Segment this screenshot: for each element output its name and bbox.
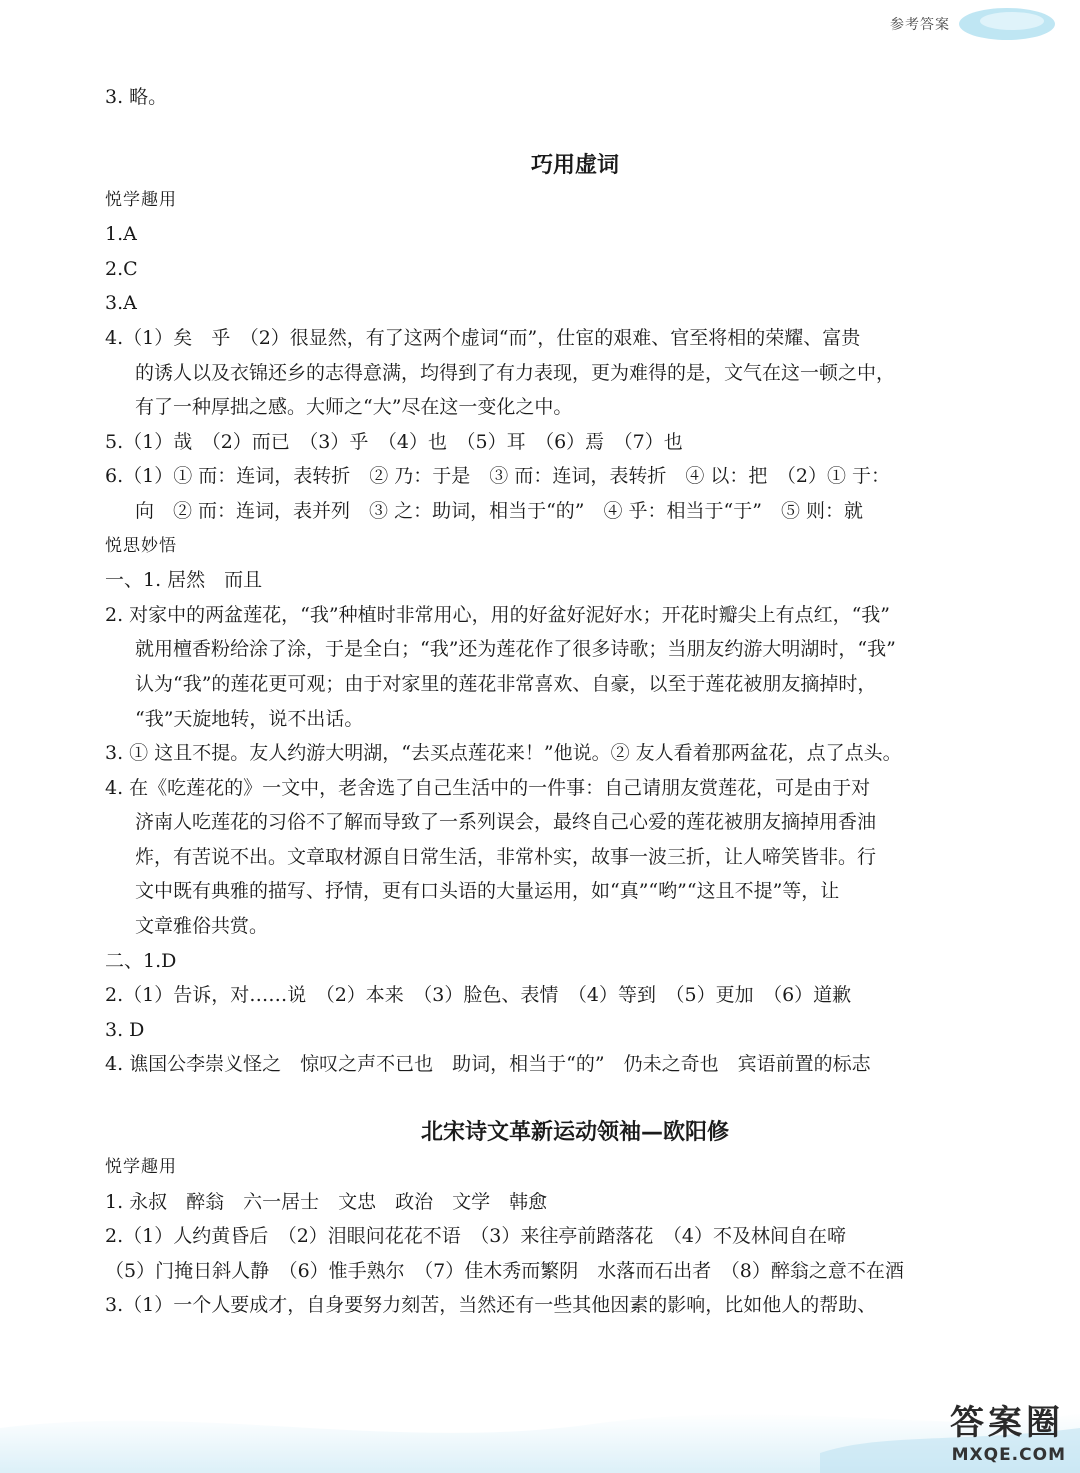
answer-line: 5.（1）哉 （2）而已 （3）乎 （4）也 （5）耳 （6）焉 （7）也	[105, 430, 683, 453]
answer-line: 3. 略。	[105, 86, 168, 108]
answer-line: 认为“我”的莲花更可观；由于对家里的莲花非常喜欢、自豪，以至于莲花被朋友摘掉时，	[135, 672, 877, 695]
answer-line: 济南人吃莲花的习俗不了解而导致了一系列误会，最终自己心爱的莲花被朋友摘掉用香油	[135, 811, 877, 834]
answer-line: 有了一种厚拙之感。大师之“大”尽在这一变化之中。	[135, 396, 573, 419]
answer-line: （5）门掩日斜人静 （6）惟手熟尔 （7）佳木秀而繁阴 水落而石出者 （8）醉翁之意不在酒	[105, 1259, 904, 1282]
header-decoration	[952, 4, 1062, 44]
answer-line: 3.A	[105, 292, 137, 315]
section-title: 北宋诗文革新运动领袖—欧阳修	[420, 1120, 729, 1146]
answer-line: 3.（1）一个人要成才，自身要努力刻苦，当然还有一些其他因素的影响，比如他人的帮助、	[105, 1294, 877, 1317]
answer-line: 就用檀香粉给涂了涂，于是全白；“我”还为莲花作了很多诗歌；当朋友约游大明湖时，“我”	[135, 638, 896, 661]
answer-line: 文章雅俗共赏。	[135, 915, 269, 938]
answer-line: 2.（1）人约黄昏后 （2）泪眼问花花不语 （3）来往亭前踏落花 （4）不及林间自在啼	[105, 1225, 846, 1248]
answer-line: 2. 对家中的两盆莲花，“我”种植时非常用心，用的好盆好泥好水；开花时瓣尖上有点红，“我”	[105, 603, 891, 626]
answer-line: 1. 永叔 醉翁 六一居士 文忠 政治 文学 韩愈	[105, 1190, 548, 1213]
answer-line: 3. D	[105, 1018, 145, 1041]
answer-line: 4. 在《吃莲花的》一文中，老舍选了自己生活中的一件事：自己请朋友赏莲花，可是由于对	[105, 776, 871, 799]
watermark-url: MXQE.COM	[951, 1445, 1066, 1465]
header-tag: 参考答案	[890, 17, 950, 33]
answer-line: 向 ② 而：连词，表并列 ③ 之：助词，相当于“的” ④ 乎：相当于“于” ⑤ 则：就	[135, 499, 864, 522]
answer-line: 3. ① 这且不提。友人约游大明湖，“去买点莲花来！”他说。② 友人看着那两盆花，点了点头。	[105, 742, 902, 765]
answer-line: 炸，有苦说不出。文章取材源自日常生活，非常朴实，故事一波三折，让人啼笑皆非。行	[135, 845, 877, 868]
answer-line: 二、1.D	[105, 949, 177, 972]
answer-line: 文中既有典雅的描写、抒情，更有口头语的大量运用，如“真”“哟”“这且不提”等，让	[135, 880, 840, 903]
subsection-label: 悦学趣用	[105, 1157, 177, 1178]
answer-line: 1.A	[105, 223, 137, 246]
answer-content	[105, 80, 985, 1323]
answer-line: 2.C	[105, 257, 138, 280]
answer-line: 4. 谯国公李崇义怪之 惊叹之声不已也 助词，相当于“的” 仍未之奇也 宾语前置的标志	[105, 1053, 871, 1076]
answer-line: “我”天旋地转，说不出话。	[135, 707, 364, 730]
section-title: 巧用虚词	[530, 152, 619, 178]
answer-line: 2.（1）告诉，对……说 （2）本来 （3）脸色、表情 （4）等到 （5）更加 （6）道歉	[105, 984, 852, 1007]
watermark-logo	[895, 1395, 1070, 1465]
answer-line: 一、1. 居然 而且	[105, 569, 263, 592]
answer-line: 4.（1）矣 乎 （2）很显然，有了这两个虚词“而”，仕宦的艰难、官至将相的荣耀、富贵	[105, 326, 861, 349]
answer-line: 6.（1）① 而：连词，表转折 ② 乃：于是 ③ 而：连词，表转折 ④ 以：把 （2）① 于：	[105, 465, 891, 488]
watermark-title: 答案圈	[950, 1403, 1064, 1443]
subsection-label: 悦学趣用	[105, 189, 177, 210]
subsection-label: 悦思妙悟	[105, 535, 177, 556]
answer-line: 的诱人以及衣锦还乡的志得意满，均得到了有力表现，更为难得的是，文气在这一顿之中，	[135, 361, 896, 384]
